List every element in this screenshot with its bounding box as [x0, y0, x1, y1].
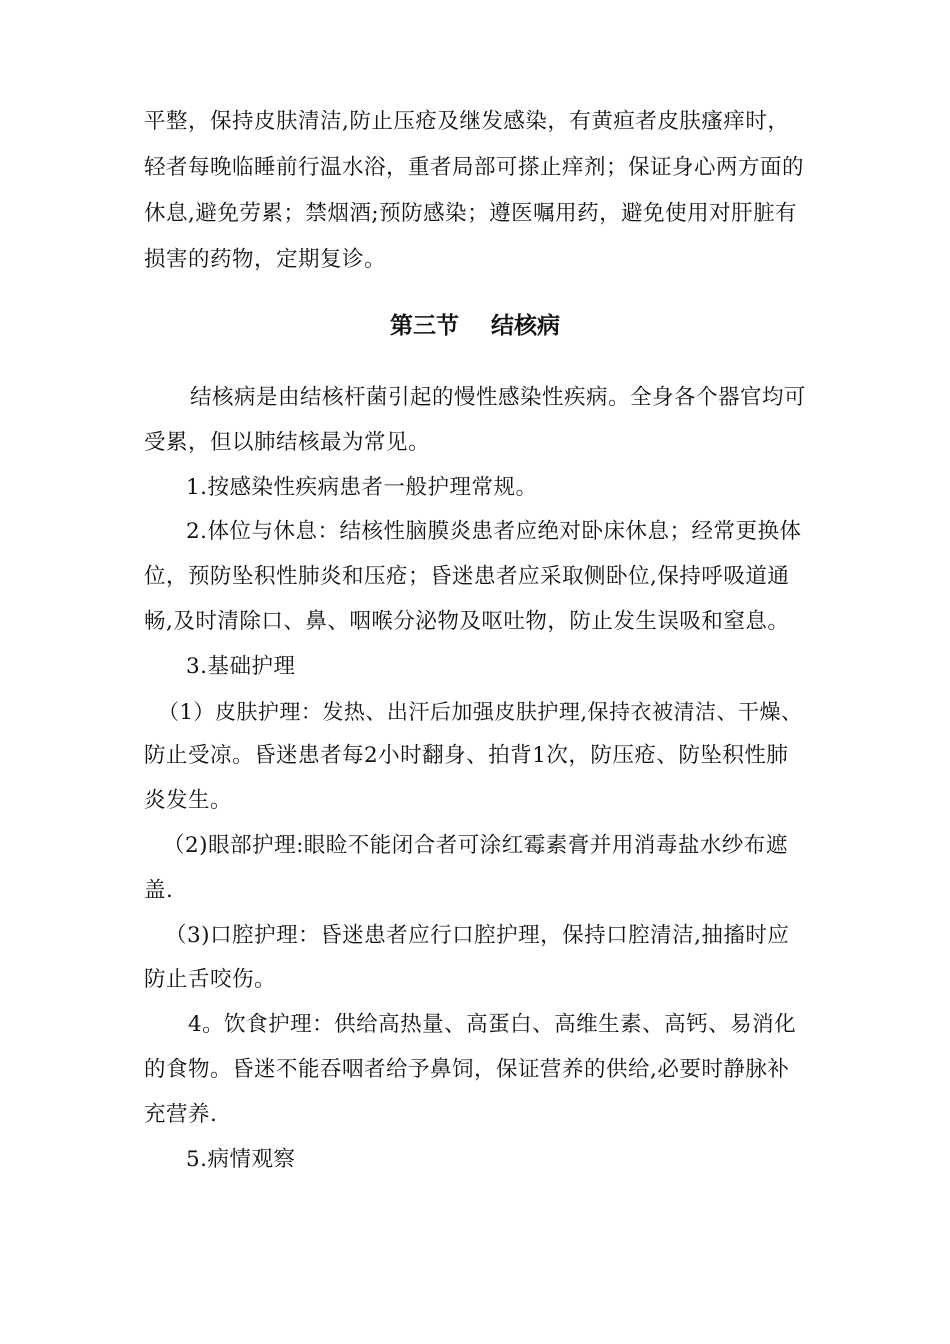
paragraph-line: 防止受凉。昏迷患者每2小时翻身、拍背1次，防压疮、防坠积性肺: [144, 743, 789, 768]
paragraph-line: 3.基础护理: [186, 654, 296, 679]
paragraph-line: （2)眼部护理:眼睑不能闭合者可涂红霉素膏并用消毒盐水纱布遮: [163, 833, 788, 858]
intro-line: 平整，保持皮肤清洁,防止压疮及继发感染，有黄疸者皮肤瘙痒时，: [144, 109, 790, 134]
paragraph-line: 防止舌咬伤。: [144, 967, 277, 992]
paragraph-line: 的食物。昏迷不能吞咽者给予鼻饲，保证营养的供给,必要时静脉补: [144, 1057, 790, 1082]
paragraph-line: 2.体位与休息：结核性脑膜炎患者应绝对卧床休息；经常更换体: [186, 519, 802, 544]
paragraph-line: 受累，但以肺结核最为常见。: [144, 430, 431, 455]
paragraph-line: 结核病是由结核杆菌引起的慢性感染性疾病。全身各个器官均可: [190, 385, 807, 410]
section-title: 第三节 结核病: [389, 313, 561, 339]
paragraph-line: 盖.: [144, 878, 174, 903]
intro-line: 轻者每晚临睡前行温水浴，重者局部可搽止痒剂；保证身心两方面的: [144, 155, 805, 180]
paragraph-line: 5.病情观察: [186, 1147, 296, 1172]
paragraph-line: 炎发生。: [144, 788, 233, 813]
intro-line: 损害的药物，定期复诊。: [144, 247, 387, 272]
paragraph-line: 充营养.: [144, 1102, 218, 1127]
paragraph-line: （3)口腔护理：昏迷患者应行口腔护理，保持口腔清洁,抽搐时应: [165, 923, 790, 948]
paragraph-line: 位，预防坠积性肺炎和压疮；昏迷患者应采取侧卧位,保持呼吸道通: [144, 564, 790, 589]
paragraph-line: 1.按感染性疾病患者一般护理常规。: [186, 475, 538, 500]
paragraph-line: 畅,及时清除口、鼻、咽喉分泌物及呕吐物，防止发生误吸和窒息。: [144, 609, 790, 634]
paragraph-line: （1）皮肤护理：发热、出汗后加强皮肤护理,保持衣被清洁、干燥、: [158, 700, 803, 724]
paragraph-line: 4。饮食护理：供给高热量、高蛋白、高维生素、高钙、易消化: [188, 1012, 797, 1037]
intro-line: 休息,避免劳累；禁烟酒;预防感染；遵医嘱用药，避免使用对肝脏有: [144, 201, 798, 226]
